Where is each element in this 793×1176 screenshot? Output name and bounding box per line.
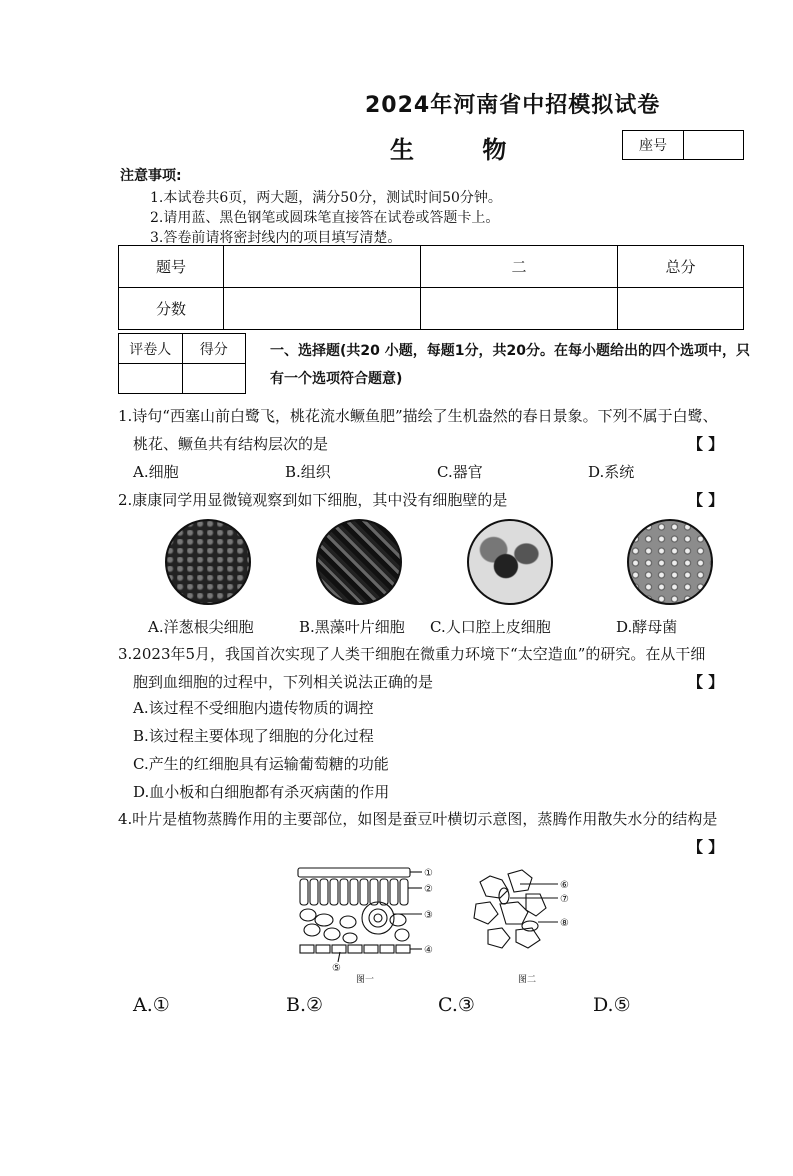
score-table <box>118 245 744 330</box>
option[interactable]: A.洋葱根尖细胞 <box>148 618 254 636</box>
score-cell[interactable] <box>618 288 744 330</box>
option[interactable]: A.该过程不受细胞内遗传物质的调控 <box>133 699 374 717</box>
yeast-image <box>627 519 713 605</box>
subject-title: 生 物 <box>390 136 537 164</box>
note-item: 2.请用蓝、黑色钢笔或圆珠笔直接答在试卷或答题卡上。 <box>150 210 500 226</box>
hydrilla-leaf-image <box>316 519 402 605</box>
question-stem: 胞到血细胞的过程中，下列相关说法正确的是 <box>133 673 434 691</box>
option[interactable]: B.该过程主要体现了细胞的分化过程 <box>133 727 374 745</box>
option[interactable]: C.③ <box>438 994 475 1016</box>
answer-bracket[interactable]: 【 】 <box>688 435 724 453</box>
score-table-header: 题号 <box>119 246 224 288</box>
question-stem: 桃花、鳜鱼共有结构层次的是 <box>133 435 329 453</box>
grader-cell[interactable] <box>119 364 183 394</box>
figure-two-caption: 图二 <box>518 975 537 985</box>
marker-7: ⑦ <box>560 894 569 905</box>
question-stem: 4.叶片是植物蒸腾作用的主要部位，如图是蚕豆叶横切示意图，蒸腾作用散失水分的结构是 <box>118 810 718 828</box>
section-heading: 一、选择题(共20 小题，每题1分，共20分。在每小题给出的四个选项中，只有一个选项符合题意) <box>270 343 750 387</box>
answer-bracket[interactable]: 【 】 <box>688 673 724 691</box>
figure-two <box>474 870 558 948</box>
score-table-header: 总分 <box>618 246 744 288</box>
marker-1: ① <box>424 868 433 879</box>
leaf-cross-section-figure <box>290 860 590 985</box>
answer-bracket[interactable]: 【 】 <box>688 838 724 856</box>
option[interactable]: D.酵母菌 <box>616 618 678 636</box>
option[interactable]: C.人口腔上皮细胞 <box>430 618 551 636</box>
grader-cell[interactable] <box>182 364 246 394</box>
question-stem: 2.康康同学用显微镜观察到如下细胞，其中没有细胞壁的是 <box>118 491 508 509</box>
lower-epidermis <box>300 945 410 953</box>
option[interactable]: A.细胞 <box>133 463 179 481</box>
exam-title: 2024年河南省中招模拟试卷 <box>365 93 661 118</box>
score-table-header: 二 <box>421 246 618 288</box>
stoma <box>522 921 538 931</box>
seat-number-box <box>622 130 744 160</box>
marker-8: ⑧ <box>560 918 569 929</box>
option[interactable]: B.黑藻叶片细胞 <box>299 618 405 636</box>
marker-2: ② <box>424 884 433 895</box>
cheek-cell-image <box>467 519 553 605</box>
marker-5: ⑤ <box>332 963 341 974</box>
grader-table <box>118 333 246 394</box>
palisade-cells <box>300 879 408 905</box>
vein-bundle <box>362 902 394 934</box>
option[interactable]: B.② <box>286 994 324 1016</box>
stoma <box>499 888 509 904</box>
question-stem: 3.2023年5月，我国首次实现了人类干细胞在微重力环境下“太空造血”的研究。在从干细 <box>118 645 706 663</box>
score-table-header <box>224 246 421 288</box>
seat-value-field[interactable] <box>684 131 743 159</box>
option[interactable]: D.血小板和白细胞都有杀灭病菌的作用 <box>133 783 390 801</box>
note-item: 3.答卷前请将密封线内的项目填写清楚。 <box>150 230 402 246</box>
marker-3: ③ <box>424 910 433 921</box>
grader-label: 评卷人 <box>119 334 183 364</box>
spongy-cells <box>300 909 409 943</box>
option[interactable]: C.器官 <box>437 463 483 481</box>
score-cell[interactable] <box>224 288 421 330</box>
note-item: 1.本试卷共6页，两大题，满分50分，测试时间50分钟。 <box>150 190 502 206</box>
option[interactable]: D.⑤ <box>593 994 631 1016</box>
seat-label: 座号 <box>623 131 684 159</box>
onion-root-tip-image <box>165 519 251 605</box>
option[interactable]: C.产生的红细胞具有运输葡萄糖的功能 <box>133 755 389 773</box>
marker-6: ⑥ <box>560 880 569 891</box>
score-row-label: 分数 <box>119 288 224 330</box>
option[interactable]: D.系统 <box>588 463 635 481</box>
grader-score-label: 得分 <box>182 334 246 364</box>
option[interactable]: B.组织 <box>285 463 331 481</box>
option[interactable]: A.① <box>133 994 170 1016</box>
figure-one-caption: 图一 <box>356 975 375 985</box>
question-stem: 1.诗句“西塞山前白鹭飞，桃花流水鳜鱼肥”描绘了生机盎然的春日景象。下列不属于白鹭、 <box>118 407 718 425</box>
answer-bracket[interactable]: 【 】 <box>688 491 724 509</box>
marker-4: ④ <box>424 945 433 956</box>
score-cell[interactable] <box>421 288 618 330</box>
figure-one <box>298 868 422 962</box>
notes-heading: 注意事项: <box>120 168 182 184</box>
